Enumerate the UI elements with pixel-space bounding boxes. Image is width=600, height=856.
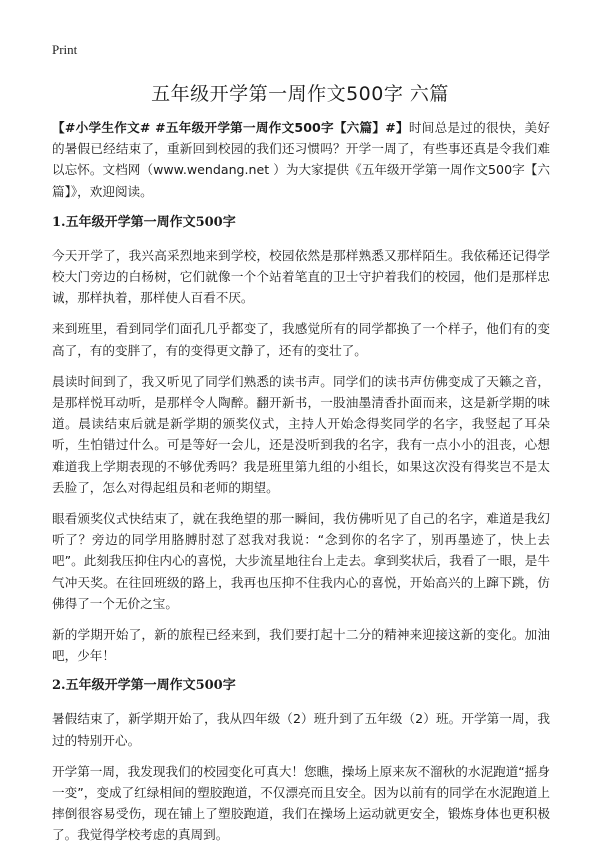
page-title: 五年级开学第一周作文500字 六篇 [151, 83, 449, 105]
paragraph: 来到班里，看到同学们面孔几乎都变了，我感觉所有的同学都换了一个样子，他们有的变高了，有的变胖了，有的变得更文静了，还有的变壮了。 [52, 321, 550, 358]
intro-tag: 【#小学生作文# #五年级开学第一周作文500字【六篇】#】 [52, 120, 409, 135]
section-heading: 1.五年级开学第一周作文500字 [52, 214, 236, 230]
paragraph: 新的学期开始了，新的旅程已经来到，我们要打起十二分的精神来迎接这新的变化。加油吧，少年！ [52, 627, 550, 664]
intro-paragraph [52, 117, 550, 202]
paragraph: 今天开学了，我兴高采烈地来到学校，校园依然是那样熟悉又那样陌生。我依稀还记得学校大门旁边的白杨树，它们就像一个个站着笔直的卫士守护着我们的校园，他们是那样忠诚，那样执着，那样使人百看不厌。 [52, 247, 550, 306]
paragraph: 开学第一周，我发现我们的校园变化可真大！您瞧，操场上原来灰不溜秋的水泥跑道“摇身一变”，变成了红绿相间的塑胶跑道，不仅漂亮而且安全。因为以前有的同学在水泥跑道上摔倒很容易受伤，现在铺上了塑胶跑道，我们在操场上运动就更安全，锻炼身体也更积极了。我觉得学校考虑的真周到。 [52, 763, 550, 843]
article-body [52, 117, 550, 856]
intro-text: 时间总是过的很快，美好的暑假已经结束了，重新回到校园的我们还习惯吗？开学一周了，有些事还真是令我们难以忘怀。文档网（www.wendang.net ）为大家提供《五年级开学第一周作文500字【六篇】》，欢迎阅读。 [52, 120, 550, 199]
print-label: Print [52, 42, 78, 57]
paragraph: 晨读时间到了，我又听见了同学们熟悉的读书声。同学们的读书声仿佛变成了天籁之音，是那样悦耳动听，是那样令人陶醉。翻开新书，一股油墨清香扑面而来，这是新学期的味道。晨读结束后就是新学期的颁奖仪式，主持人开始念得奖同学的名字，我竖起了耳朵听，生怕错过什么。可是等好一会儿，还是没听到我的名字，我有一点小小的沮丧，心想难道我上学期表现的不够优秀吗？我是班里第九组的小组长，如果这次没有得奖岂不是太丢脸了，怎么对得起组员和老师的期望。 [52, 373, 550, 495]
paragraph: 暑假结束了，新学期开始了，我从四年级（2）班升到了五年级（2）班。开学第一周，我过的特别开心。 [52, 711, 550, 748]
section-1 [52, 213, 550, 667]
section-heading: 2.五年级开学第一周作文500字 [52, 678, 236, 694]
paragraph: 眼看颁奖仪式快结束了，就在我绝望的那一瞬间，我仿佛听见了自己的名字，难道是我幻听了？旁边的同学用胳膊肘怼了怼我对我说：“念到你的名字了，别再墨迹了，快上去吧”。此刻我压抑住内心的喜悦，大步流星地往台上走去。拿到奖状后，我看了一眼，是牛气冲天奖。在往回班级的路上，我再也压抑不住我内心的喜悦，开始高兴的上蹿下跳，仿佛得了一个无价之宝。 [52, 511, 550, 611]
section-2 [52, 676, 550, 845]
